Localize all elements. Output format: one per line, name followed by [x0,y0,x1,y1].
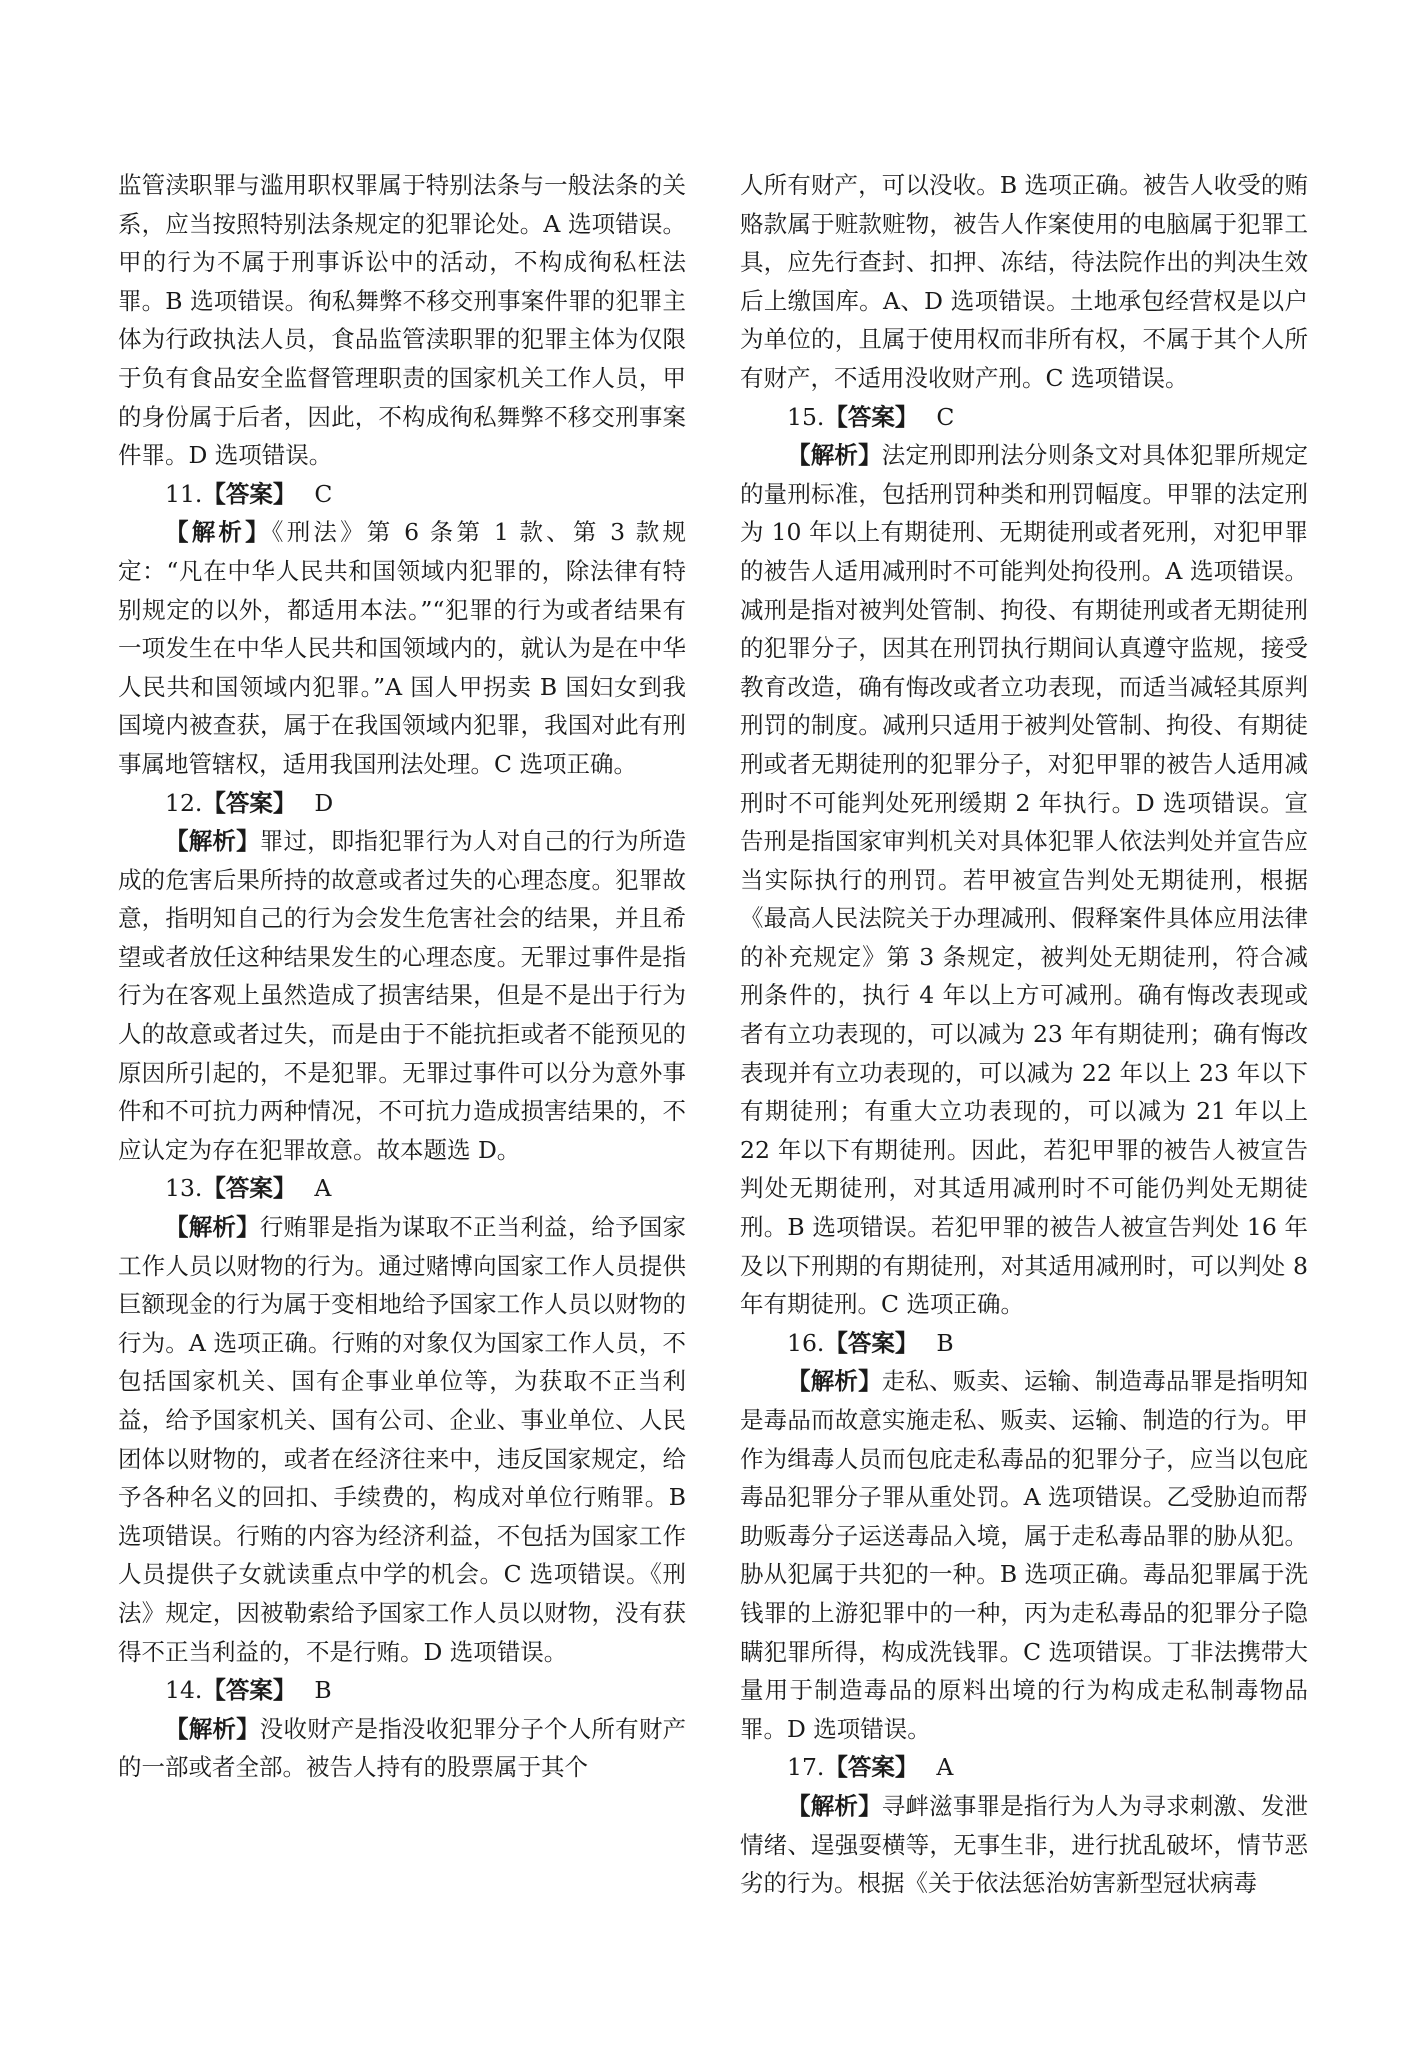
question-number: 16. [787,1328,825,1357]
analysis-label: 【解析】 [165,827,260,856]
analysis-text: 《刑法》第 6 条第 1 款、第 3 款规定：“凡在中华人民共和国领域内犯罪的，除法律有特别规定的以外，都适用本法。”“犯罪的行为或者结果有一项发生在中华人民共和国领域内的，就认为是在中华人民共和国领域内犯罪。”A 国人甲拐卖 B 国妇女到我国境内被查获，属于在我国领域内犯罪，我国对此有刑事属地管辖权，适用我国刑法处理。C 选项正确。 [118,518,686,778]
analysis-label: 【解析】 [165,518,272,547]
analysis-q13 [118,1208,686,1671]
question-number: 17. [787,1753,825,1782]
answer-q11 [118,475,686,514]
answer-letter: A [936,1753,954,1782]
analysis-text: 法定刑即刑法分则条文对具体犯罪所规定的量刑标准，包括刑罚种类和刑罚幅度。甲罪的法定刑为 10 年以上有期徒刑、无期徒刑或者死刑，对犯甲罪的被告人适用减刑时不可能判处拘役刑。A 选项错误。减刑是指对被判处管制、拘役、有期徒刑或者无期徒刑的犯罪分子，因其在刑罚执行期间认真遵守监规，接受教育改造，确有悔改或者立功表现，而适当减轻其原判刑罚的制度。减刑只适用于被判处管制、拘役、有期徒刑或者无期徒刑的犯罪分子，对犯甲罪的被告人适用减刑时不可能判处死刑缓期 2 年执行。D 选项错误。宣告刑是指国家审判机关对具体犯罪人依法判处并宣告应当实际执行的刑罚。若甲被宣告判处无期徒刑，根据《最高人民法院关于办理减刑、假释案件具体应用法律的补充规定》第 3 条规定，被判处无期徒刑，符合减刑条件的，执行 4 年以上方可减刑。确有悔改表现或者有立功表现的，可以减为 23 年有期徒刑；确有悔改表现并有立功表现的，可以减为 22 年以上 23 年以下有期徒刑；有重大立功表现的，可以减为 21 年以上 22 年以下有期徒刑。因此，若犯甲罪的被告人被宣告判处无期徒刑，对其适用减刑时不可能仍判处无期徒刑。B 选项错误。若犯甲罪的被告人被宣告判处 16 年及以下刑期的有期徒刑，对其适用减刑时，可以判处 8 年有期徒刑。C 选项正确。 [740,441,1309,1319]
analysis-label: 【解析】 [787,441,882,470]
analysis-text: 没收财产是指没收犯罪分子个人所有财产的一部或者全部。被告人持有的股票属于其个 [118,1714,687,1782]
answer-label: 【答案】 [202,479,297,508]
answer-label: 【答案】 [202,1174,297,1203]
answer-q12 [118,784,686,823]
answer-label: 【答案】 [202,1676,297,1705]
answer-letter: B [314,1676,332,1705]
analysis-label: 【解析】 [787,1367,882,1396]
answer-label: 【答案】 [202,788,297,817]
analysis-q14 [118,1710,686,1787]
answer-label: 【答案】 [824,1328,919,1357]
analysis-text: 走私、贩卖、运输、制造毒品罪是指明知是毒品而故意实施走私、贩卖、运输、制造的行为。甲作为缉毒人员而包庇走私毒品的犯罪分子，应当以包庇毒品犯罪分子罪从重处罚。A 选项错误。乙受胁迫而帮助贩毒分子运送毒品入境，属于走私毒品罪的胁从犯。胁从犯属于共犯的一种。B 选项正确。毒品犯罪属于洗钱罪的上游犯罪中的一种，丙为走私毒品的犯罪分子隐瞒犯罪所得，构成洗钱罪。C 选项错误。丁非法携带大量用于制造毒品的原料出境的行为构成走私制毒物品罪。D 选项错误。 [740,1367,1309,1743]
answer-letter: C [314,479,333,508]
analysis-text: 罪过，即指犯罪行为人对自己的行为所造成的危害后果所持的故意或者过失的心理态度。犯罪故意，指明知自己的行为会发生危害社会的结果，并且希望或者放任这种结果发生的心理态度。无罪过事件是指行为在客观上虽然造成了损害结果，但是不是出于行为人的故意或者过失，而是由于不能抗拒或者不能预见的原因所引起的，不是犯罪。无罪过事件可以分为意外事件和不可抗力两种情况，不可抗力造成损害结果的，不应认定为存在犯罪故意。故本题选 D。 [118,827,687,1164]
answer-label: 【答案】 [824,1753,919,1782]
question-number: 11. [165,479,203,508]
answer-letter: D [314,788,334,817]
analysis-label: 【解析】 [165,1213,260,1242]
answer-q14 [118,1671,686,1710]
answer-letter: B [936,1328,954,1357]
left-column [118,166,686,1787]
answer-letter: C [936,402,955,431]
question-number: 14. [165,1676,203,1705]
answer-q15 [740,398,1308,437]
answer-q17 [740,1748,1308,1787]
right-column [740,166,1308,1903]
analysis-q17 [740,1787,1308,1903]
question-number: 15. [787,402,825,431]
answer-q16 [740,1324,1308,1363]
question-number: 12. [165,788,203,817]
answer-label: 【答案】 [824,402,919,431]
answer-q13 [118,1169,686,1208]
paragraph-q14-continued: 人所有财产，可以没收。B 选项正确。被告人收受的贿赂款属于赃款赃物，被告人作案使用的电脑属于犯罪工具，应先行查封、扣押、冻结，待法院作出的判决生效后上缴国库。A、D 选项错误。土地承包经营权是以户为单位的，且属于使用权而非所有权，不属于其个人所有财产，不适用没收财产刑。C 选项错误。 [740,171,1308,392]
analysis-text: 行贿罪是指为谋取不正当利益，给予国家工作人员以财物的行为。通过赌博向国家工作人员提供巨额现金的行为属于变相地给予国家工作人员以财物的行为。A 选项正确。行贿的对象仅为国家工作人员，不包括国家机关、国有企事业单位等，为获取不正当利益，给予国家机关、国有公司、企业、事业单位、人民团体以财物的，或者在经济往来中，违反国家规定，给予各种名义的回扣、手续费的，构成对单位行贿罪。B 选项错误。行贿的内容为经济利益，不包括为国家工作人员提供子女就读重点中学的机会。C 选项错误。《刑法》规定，因被勒索给予国家工作人员以财物，没有获得不正当利益的，不是行贿。D 选项错误。 [118,1213,687,1666]
analysis-q15 [740,436,1308,1324]
analysis-text: 寻衅滋事罪是指行为人为寻求刺激、发泄情绪、逞强耍横等，无事生非，进行扰乱破坏，情节恶劣的行为。根据《关于依法惩治妨害新型冠状病毒 [740,1791,1309,1898]
question-number: 13. [165,1174,203,1203]
analysis-q16 [740,1362,1308,1748]
paragraph-q10-continued: 监管渎职罪与滥用职权罪属于特别法条与一般法条的关系，应当按照特别法条规定的犯罪论处。A 选项错误。甲的行为不属于刑事诉讼中的活动，不构成徇私枉法罪。B 选项错误。徇私舞弊不移交刑事案件罪的犯罪主体为行政执法人员，食品监管渎职罪的犯罪主体为仅限于负有食品安全监督管理职责的国家机关工作人员，甲的身份属于后者，因此，不构成徇私舞弊不移交刑事案件罪。D 选项错误。 [118,171,686,470]
analysis-q12 [118,822,686,1169]
analysis-q11 [118,513,686,783]
answer-letter: A [314,1174,332,1203]
analysis-label: 【解析】 [165,1714,260,1743]
analysis-label: 【解析】 [787,1791,882,1820]
